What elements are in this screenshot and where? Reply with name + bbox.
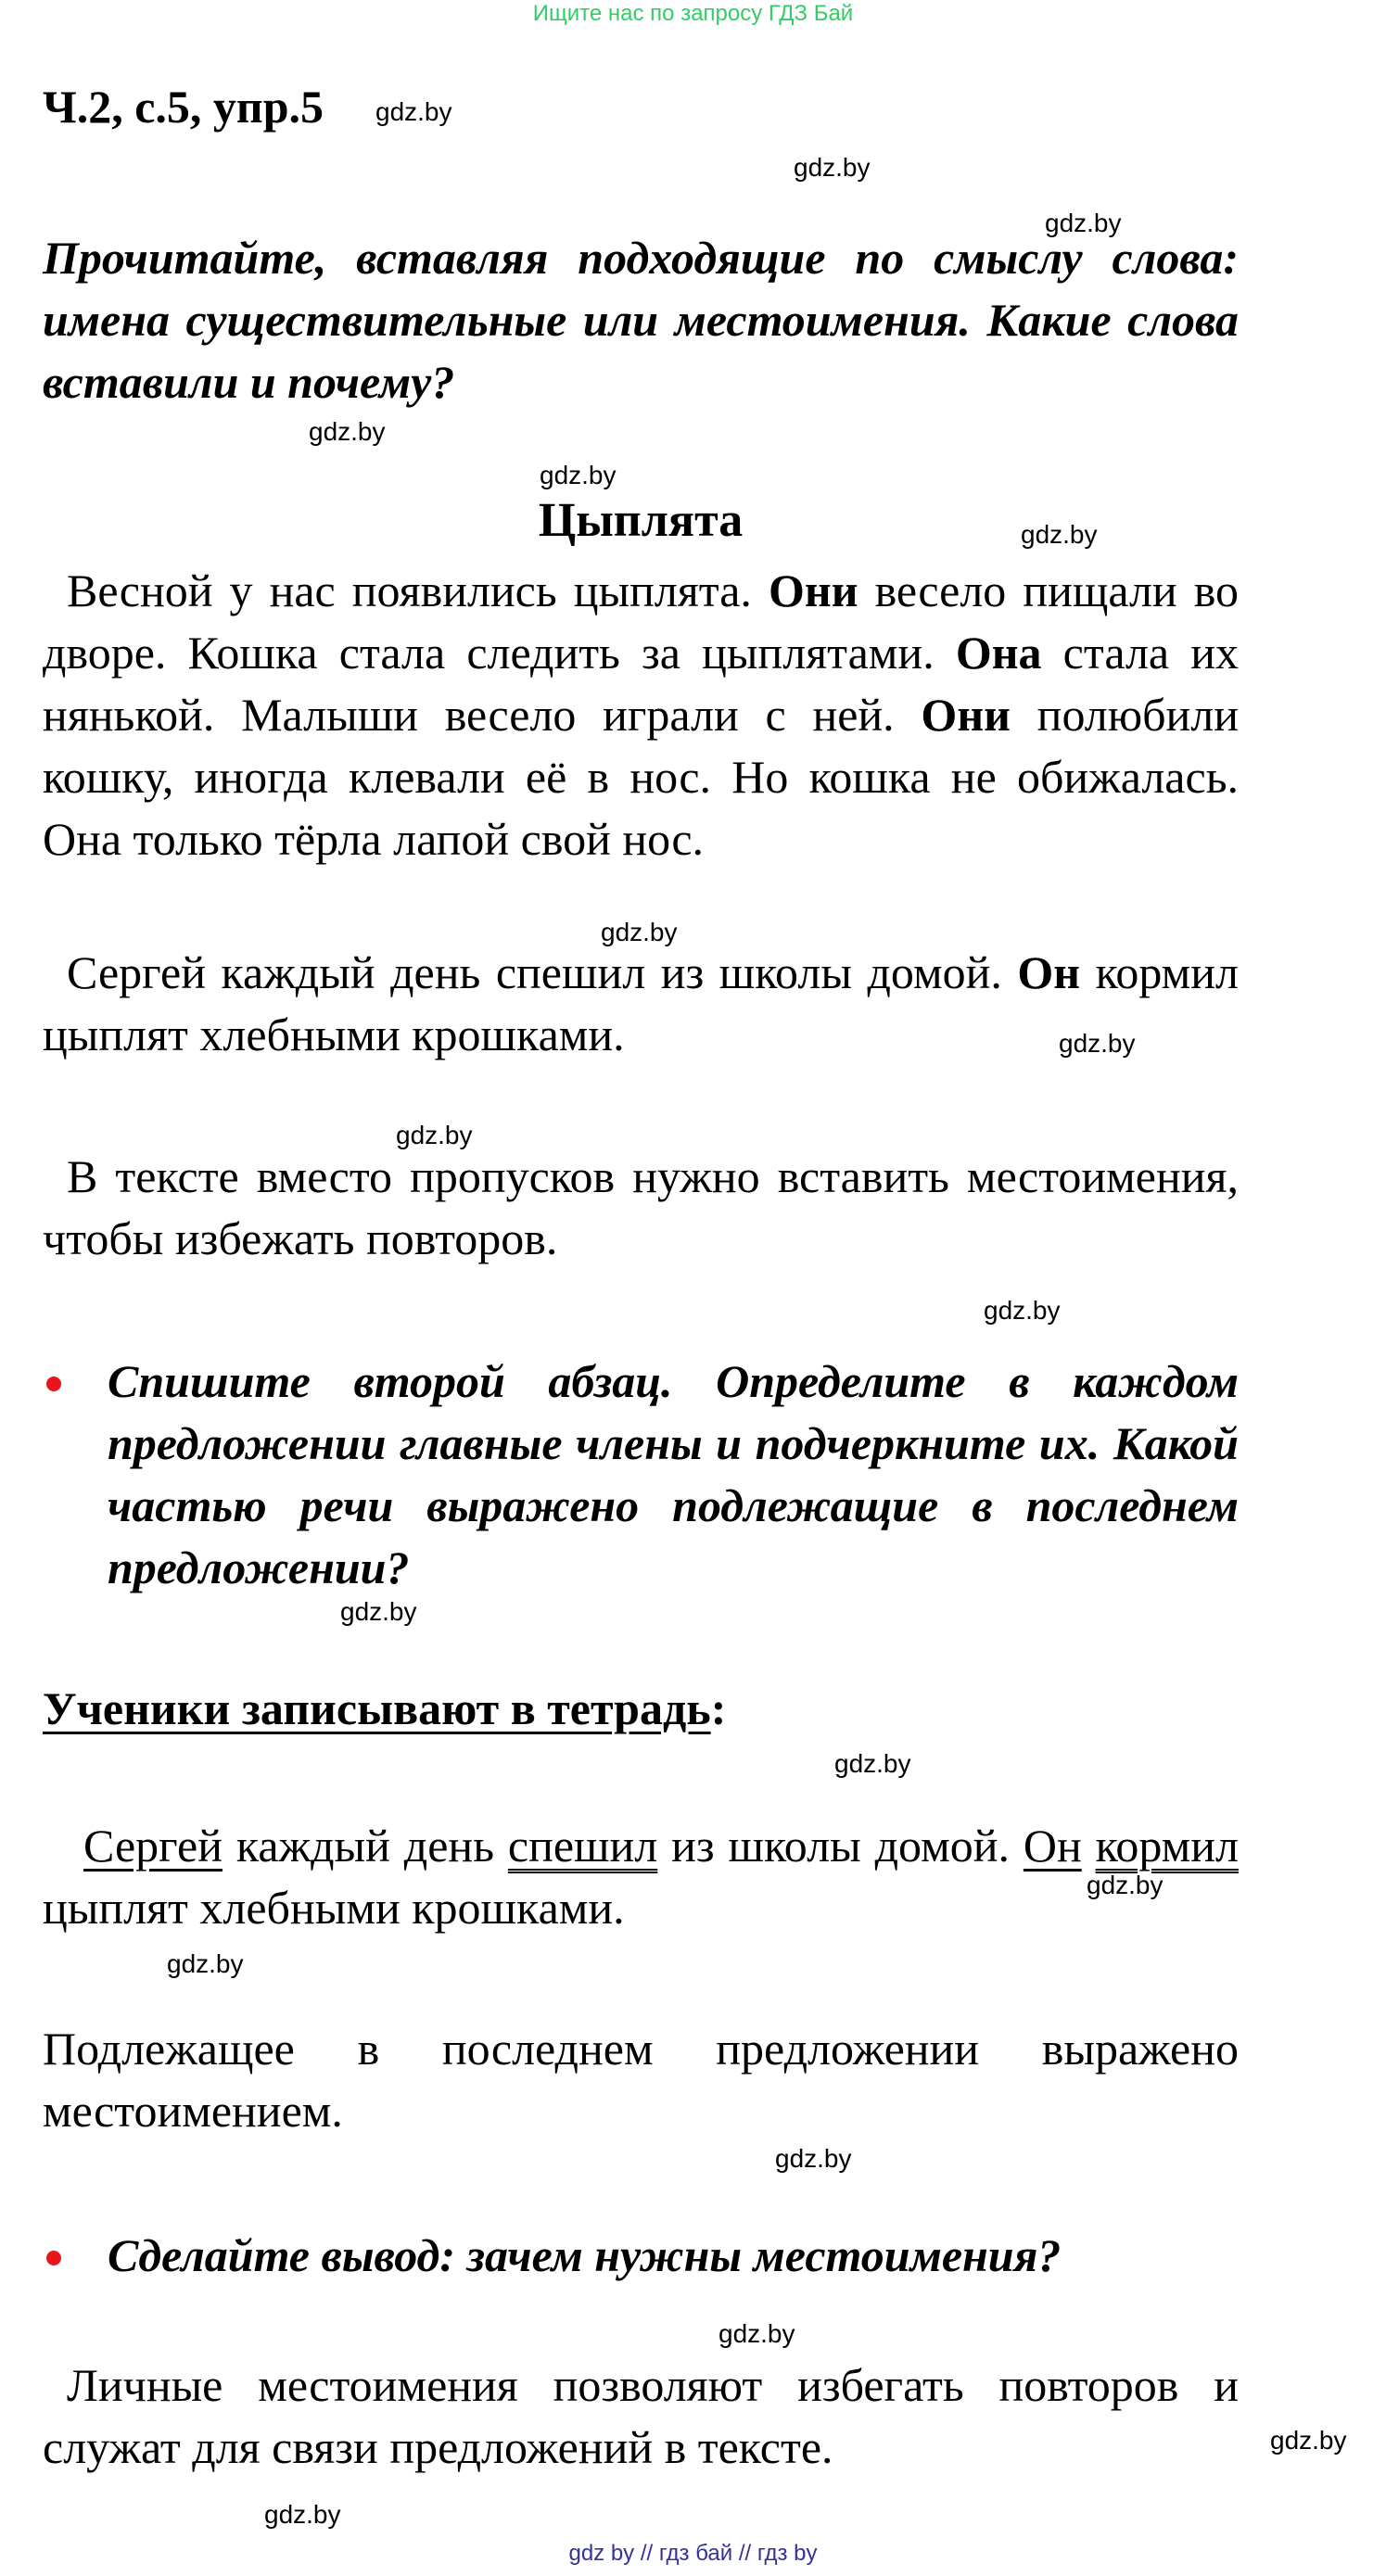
predicate-underlined: спешил <box>507 1820 658 1872</box>
text-segment: Сергей каждый день спешил из школы домой. <box>67 946 1018 998</box>
text-segment: стала их нянькой. Малыши весело играли с ней. <box>43 627 1239 741</box>
text-segment: весело пищали во дворе. Кошка стала следить за цыплятами. <box>43 565 1239 679</box>
task-instruction-2: Спишите второй абзац. Определите в каждом предложении главные члены и подчеркните их. Какой частью речи выражено подлежащие в последнем предложении? <box>108 1355 1239 1593</box>
bullet-icon <box>46 1377 61 1391</box>
inserted-pronoun: Они <box>769 565 858 616</box>
answer-1: В тексте вместо пропусков нужно вставить местоимения, чтобы избежать повторов. <box>43 1150 1239 1264</box>
text-segment: кормил цыплят хлебными крошками. <box>43 946 1239 1060</box>
watermark: gdz.by <box>601 918 678 946</box>
watermark: gdz.by <box>167 1949 244 1978</box>
task-instruction-1: Прочитайте, вставляя подходящие по смыслу слова: имена существительные или местоимения. Какие слова вставили и почему? <box>43 232 1239 408</box>
task-instruction-3: Сделайте вывод: зачем нужны местоимения? <box>108 2229 1062 2281</box>
watermark: gdz.by <box>340 1597 417 1626</box>
watermark: gdz.by <box>794 153 871 182</box>
subject-underlined: Он <box>1023 1820 1082 1872</box>
notebook-header <box>43 1681 726 1736</box>
story-paragraph-1 <box>43 560 1239 870</box>
story-paragraph-2 <box>43 942 1239 1066</box>
watermark: gdz.by <box>264 2500 341 2529</box>
watermark: gdz.by <box>1087 1871 1163 1899</box>
story-title: Цыплята <box>538 494 744 547</box>
watermark: gdz.by <box>984 1296 1061 1325</box>
notebook-header-colon: : <box>710 1682 727 1734</box>
watermark: gdz.by <box>1021 520 1098 549</box>
watermark: gdz.by <box>375 97 452 126</box>
top-banner[interactable]: Ищите нас по запросу ГДЗ Бай <box>532 1 854 26</box>
inserted-pronoun: Они <box>921 689 1011 741</box>
inserted-pronoun: Он <box>1017 946 1081 998</box>
text-segment: каждый день <box>222 1820 508 1872</box>
text-segment: полюбили кошку, иногда клевали её в нос. Но кошка не обижалась. Она только тёрла лапой свой нос. <box>43 689 1239 865</box>
watermark: gdz.by <box>718 2319 795 2348</box>
notebook-header-text: Ученики записывают в тетрадь <box>43 1682 711 1734</box>
watermark: gdz.by <box>396 1121 473 1149</box>
watermark: gdz.by <box>1059 1029 1136 1058</box>
watermark: gdz.by <box>309 417 386 446</box>
answer-3: Личные местоимения позволяют избегать повторов и служат для связи предложений в тексте. <box>43 2359 1239 2473</box>
text-segment: из школы домой. <box>657 1820 1024 1872</box>
watermark: gdz.by <box>1270 2426 1347 2455</box>
text-segment: цыплят хлебными крошками. <box>43 1882 625 1934</box>
watermark: gdz.by <box>1045 209 1122 237</box>
subject-underlined: Сергей <box>83 1820 223 1872</box>
watermark: gdz.by <box>834 1749 911 1778</box>
exercise-heading: Ч.2, с.5, упр.5 <box>43 81 324 133</box>
text-segment: Весной у нас появились цыплята. <box>67 565 769 616</box>
footer-links[interactable]: gdz by // гдз бай // гдз by <box>568 2541 818 2566</box>
answer-2: Подлежащее в последнем предложении выражено местоимением. <box>43 2023 1239 2137</box>
inserted-pronoun: Она <box>955 627 1042 679</box>
watermark: gdz.by <box>540 461 617 489</box>
copied-paragraph <box>43 1815 1239 1939</box>
bullet-icon <box>46 2251 61 2265</box>
predicate-underlined: кормил <box>1095 1820 1239 1872</box>
watermark: gdz.by <box>775 2144 852 2173</box>
